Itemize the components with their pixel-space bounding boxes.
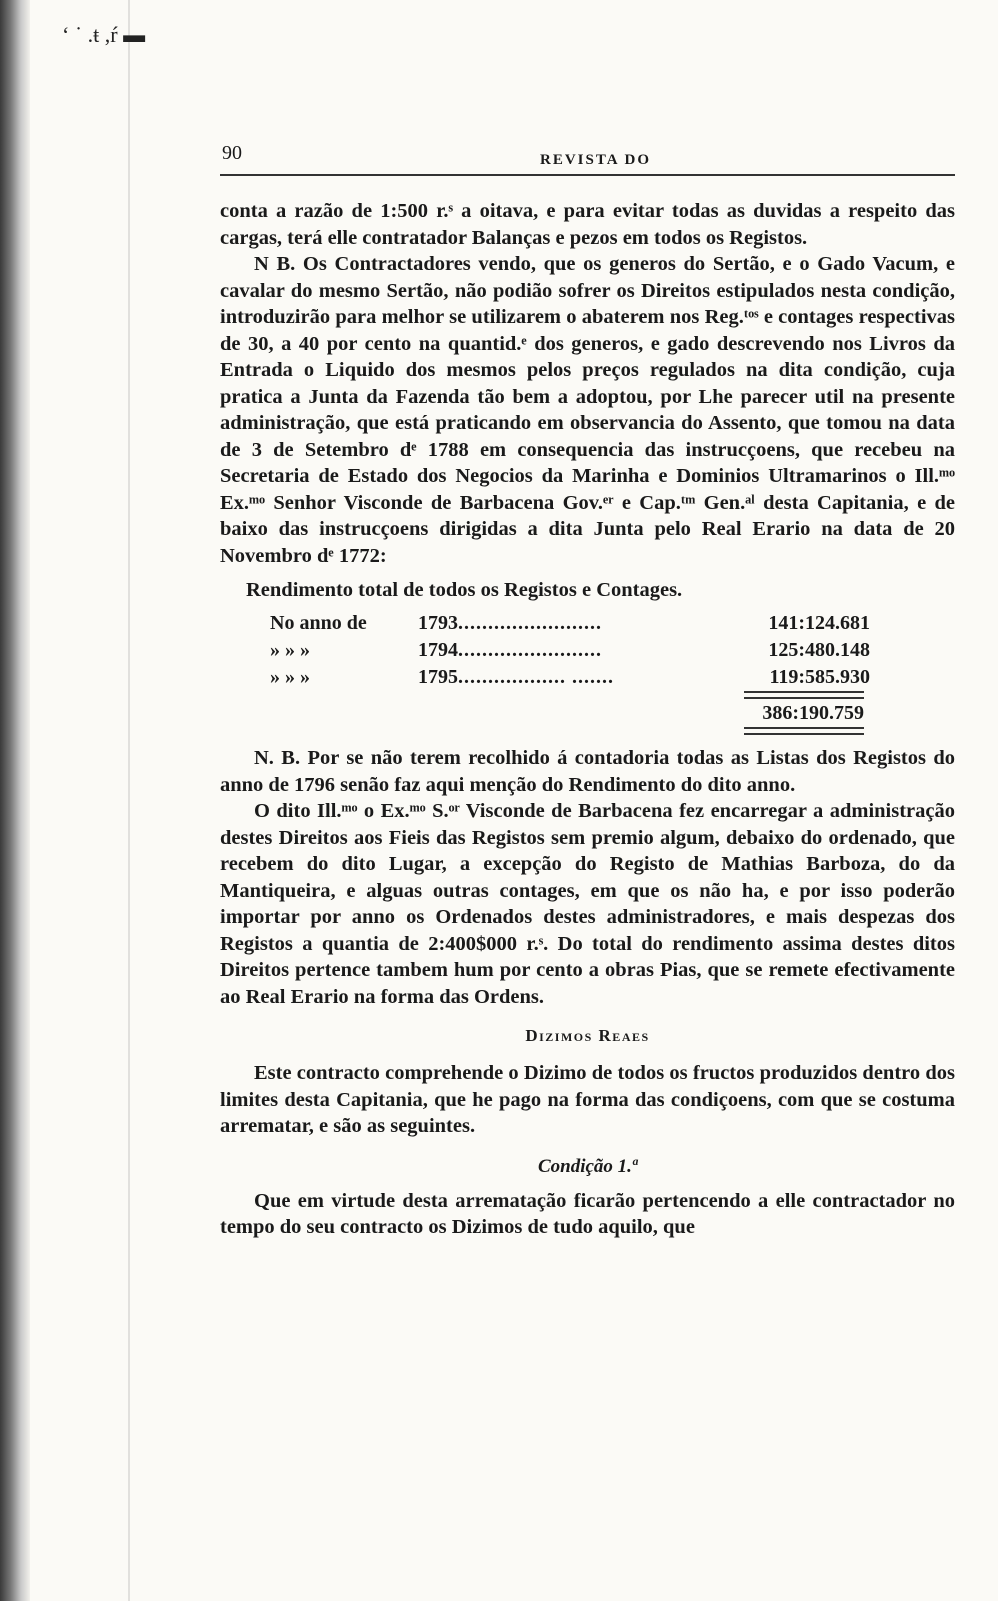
paragraph-condition-1: Que em virtude desta arrematação ficarão pertencendo a elle contractador no tempo do seu contracto os Dizimos de tudo aquilo, que [220,1189,955,1238]
page-header [220,140,955,176]
paragraph-visconde: O dito Ill.ᵐᵒ o Ex.ᵐᵒ S.ᵒʳ Visconde de Barbacena fez encarregar a administração destes Direitos aos Fieis das Registos sem premio algum, debaixo do ordenado, que recebem do dito Lugar, a excepção do Registo de Mathias Barboza, do da Mantiqueira, e alguas outras contages, em que os não ha, e por isso poderão importar por anno os Ordenados destes administradores, e mais despezas dos Registos a quantia de 2:400$000 r.ˢ. Do total do rendimento assima destes ditos Direitos pertence tambem hum por cento a obras Pias, que se remete efectivamente ao Real Erario na forma das Ordens. [220,800,955,1008]
row-amount: 125:480.148 [768,639,870,661]
row-amount: 141:124.681 [768,612,870,634]
table-row [270,637,870,664]
row-label: No anno de [270,612,367,634]
page-gutter-shadow [128,0,130,1601]
revenue-table [270,610,870,691]
revenue-total: 386:190.759 [762,702,864,724]
revenue-table-title: Rendimento total de todos os Registos e Contages. [246,579,683,601]
sum-rule-top [744,691,864,699]
section-heading: Dizimos Reaes [525,1026,650,1045]
table-row [270,610,870,637]
paragraph-nb-contractadores: N B. Os Contractadores vendo, que os generos do Sertão, e o Gado Vacum, e cavalar do mesmo Sertão, não podião sofrer os Direitos estipulados nesta condição, introduzirão para melhor se utilizarem o abaterem nos Reg.ᵗᵒˢ e contages respectivas de 30, a 40 por cento na quantid.ᵉ dos generos, e gado descrevendo nos Livros da Entrada o Liquido dos mesmos pelos preços regulados na dita condição, cuja pratica a Junta da Fazenda tão bem a adoptou, por Lhe parecer util na presente administração, que está praticando em observancia do Assento, que tomou na data de 3 de Setembro dᵉ 1788 em consequencia das instrucçoens, que recebeu na Secretaria de Estado dos Negocios da Marinha e Dominios Ultramarinos o Ill.ᵐᵒ Ex.ᵐᵒ Senhor Visconde de Barbacena Gov.ᵉʳ e Cap.ᵗᵐ Gen.ᵃˡ desta Capitania, e de baixo das instrucçoens dirigidas a dita Junta pelo Real Erario na data de 20 Novembro dᵉ 1772: [220,253,955,567]
row-year: 1795.................. ....... [418,666,614,688]
row-year: 1793........................ [418,612,602,634]
row-year: 1794........................ [418,639,602,661]
paragraph-dizimo: Este contracto comprehende o Dizimo de todos os fructos produzidos dentro dos limites desta Capitania, que he pago na forma das condiçoens, com que se costuma arrematar, e são as seguintes. [220,1062,955,1137]
paragraph-nb-registos: N. B. Por se não terem recolhido á contadoria todas as Listas dos Registos do anno de 1796 senão faz aqui menção do Rendimento do dito anno. [220,747,955,796]
table-row [270,664,870,691]
paragraph-1: conta a razão de 1:500 r.ˢ a oitava, e para evitar todas as duvidas a respeito das cargas, terá elle contratador Balanças e pezos em todos os Registos. [220,200,955,249]
condition-heading: Condição 1.ª [537,1155,637,1177]
book-page [220,140,955,1241]
running-title: REVISTA DO [540,152,651,168]
row-amount: 119:585.930 [769,666,870,688]
margin-marks: ‘ ˙ .ŧ ,ŕ ▬ [62,22,146,47]
row-label: » » » [270,639,310,661]
sum-rule-bottom [744,727,864,735]
page-number: 90 [222,142,242,164]
book-binding-edge [0,0,30,1601]
row-label: » » » [270,666,310,688]
